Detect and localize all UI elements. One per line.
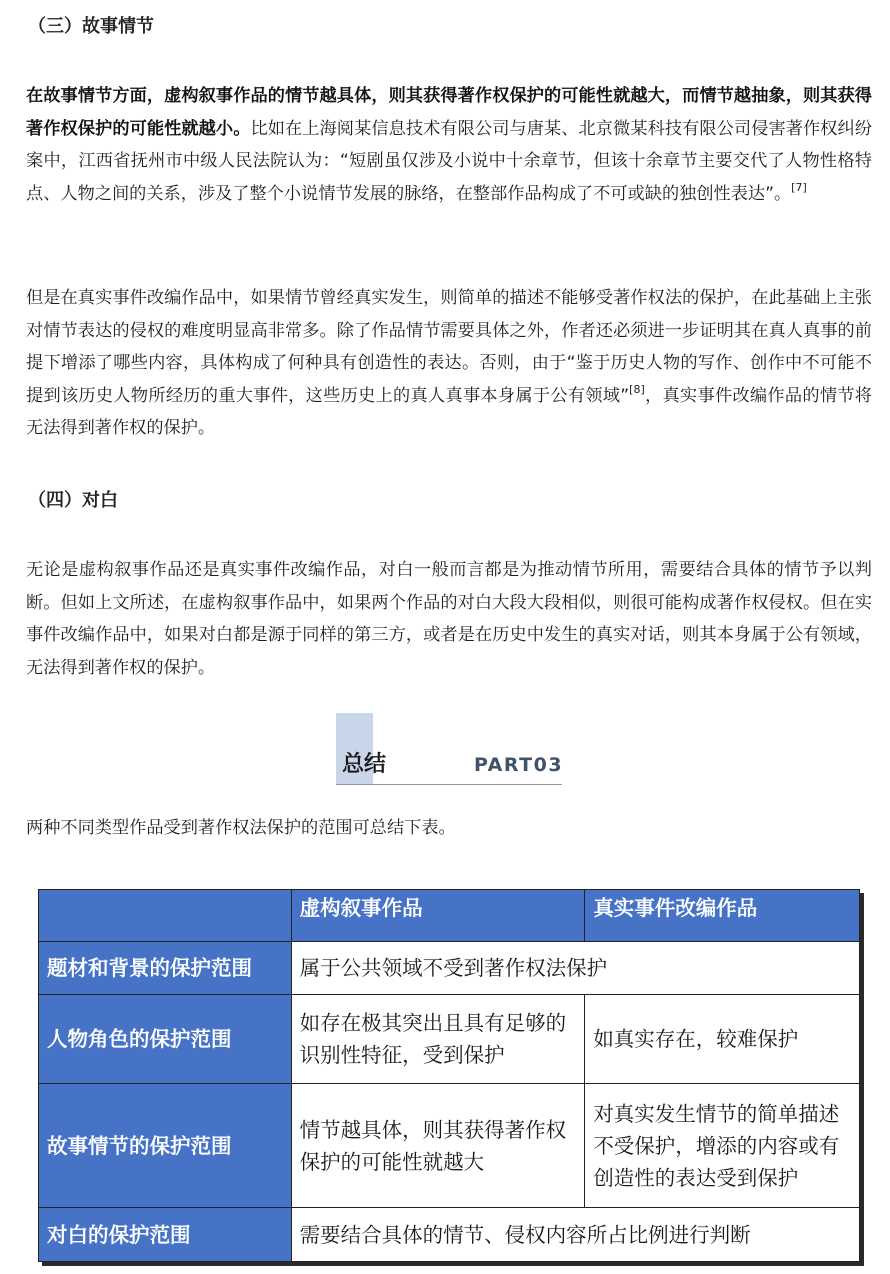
row-label-dialogue: 对白的保护范围 <box>39 1208 292 1262</box>
row-value-setting: 属于公共领域不受到著作权法保护 <box>291 942 859 995</box>
plot-bold-statement: 在故事情节方面，虚构叙事作品的情节越具体，则其获得著作权保护的可能性就越大，而情节越抽象，则其获得著作权保护的可能性就越小。 <box>26 86 872 139</box>
paragraph-plot-2 <box>26 282 872 445</box>
paragraph-plot-1 <box>26 80 872 210</box>
footnote-ref-7[interactable]: [7] <box>791 180 807 194</box>
table-row <box>39 942 860 995</box>
table-header-real-event: 真实事件改编作品 <box>585 890 860 942</box>
row-value-dialogue: 需要结合具体的情节、侵权内容所占比例进行判断 <box>291 1208 859 1262</box>
row-label-plot: 故事情节的保护范围 <box>39 1084 292 1208</box>
row-value-plot-real: 对真实发生情节的简单描述不受保护，增添的内容或有创造性的表达受到保护 <box>585 1084 860 1208</box>
plot-real-event-text: 但是在真实事件改编作品中，如果情节曾经真实发生，则简单的描述不能够受著作权法的保护，在此基础上主张对情节表达的侵权的难度明显高非常多。除了作品情节需要具体之外，作者还必须进一步证明其在真人真事的前提下增添了哪些内容，具体构成了何种具有创造性的表达。否则，由于“鉴于历史人物的写作、创作中不可能不提到该历史人物所经历的重大事件，这些历史上的真人真事本身属于公有领域” <box>26 288 872 406</box>
table-row <box>39 995 860 1084</box>
table-row <box>39 1208 860 1262</box>
section-underline <box>336 784 562 785</box>
plot-case-text: 比如在上海阅某信息技术有限公司与唐某、北京微某科技有限公司侵害著作权纠纷案中，江西省抚州市中级人民法院认为：“短剧虽仅涉及小说中十余章节，但该十余章节主要交代了人物性格特点、人物之间的关系，涉及了整个小说情节发展的脉络，在整部作品构成了不可或缺的独创性表达”。 <box>26 118 872 204</box>
row-value-plot-fiction: 情节越具体，则其获得著作权保护的可能性就越大 <box>291 1084 585 1208</box>
comparison-table <box>38 889 860 1262</box>
summary-intro: 两种不同类型作品受到著作权法保护的范围可总结下表。 <box>26 818 456 838</box>
section-heading-dialogue: （四）对白 <box>28 490 118 511</box>
section-heading-plot: （三）故事情节 <box>28 16 154 37</box>
table-header-empty <box>39 890 292 942</box>
row-label-character: 人物角色的保护范围 <box>39 995 292 1084</box>
row-value-character-real: 如真实存在，较难保护 <box>585 995 860 1084</box>
table-row <box>39 1084 860 1208</box>
table-header-row <box>39 890 860 942</box>
paragraph-dialogue: 无论是虚构叙事作品还是真实事件改编作品，对白一般而言都是为推动情节所用，需要结合具体的情节予以判断。但如上文所述，在虚构叙事作品中，如果两个作品的对白大段大段相似，则很可能构成著作权侵权。但在实事件改编作品中，如果对白都是源于同样的第三方，或者是在历史中发生的真实对话，则其本身属于公有领域，无法得到著作权的保护。 <box>26 560 872 678</box>
footnote-ref-8[interactable]: [8] <box>629 382 645 396</box>
summary-title: 总结 <box>342 752 387 777</box>
plot-real-event-conclusion: ，真实事件改编作品的情节将无法得到著作权的保护。 <box>26 385 872 438</box>
row-value-character-fiction: 如存在极其突出且具有足够的识别性特征，受到保护 <box>291 995 585 1084</box>
table-header-fiction: 虚构叙事作品 <box>291 890 585 942</box>
row-label-setting: 题材和背景的保护范围 <box>39 942 292 995</box>
summary-part-label: PART03 <box>474 754 564 776</box>
